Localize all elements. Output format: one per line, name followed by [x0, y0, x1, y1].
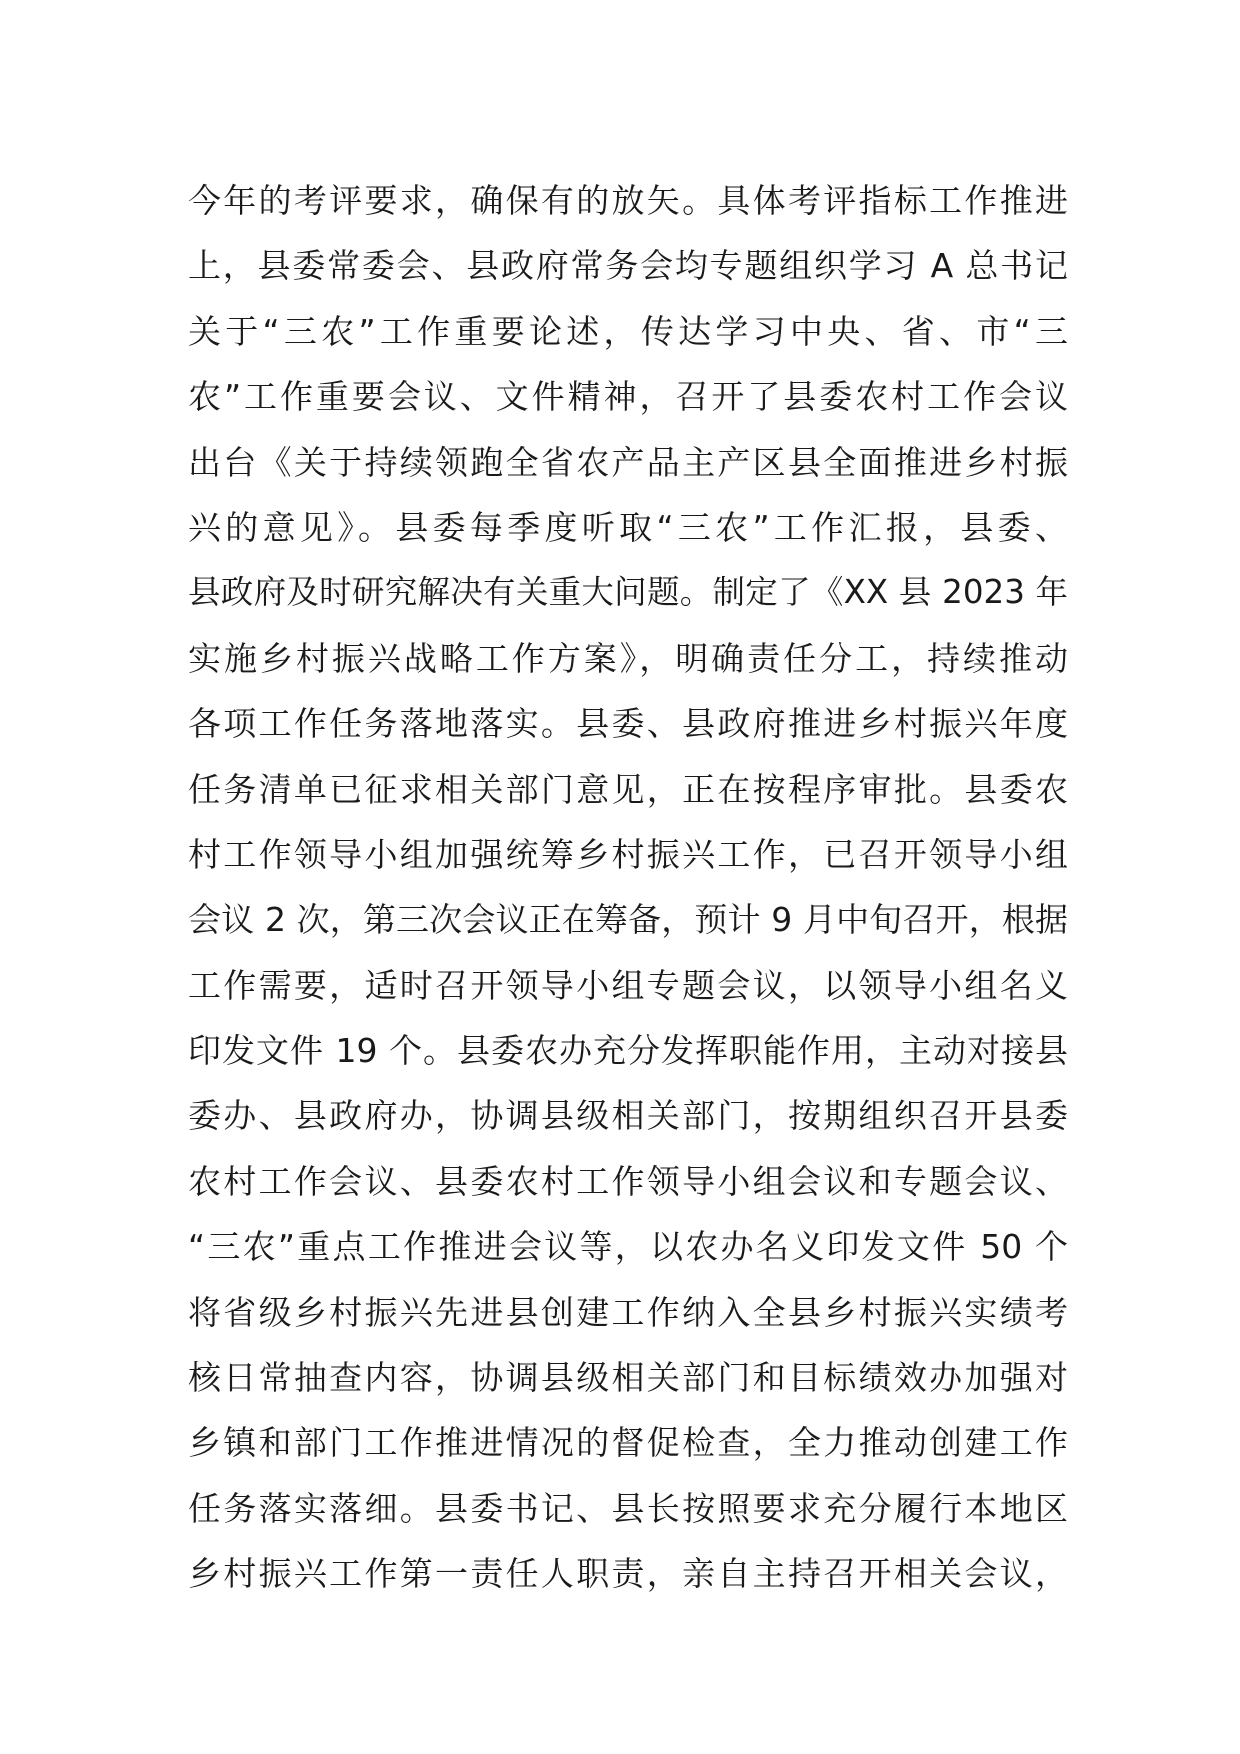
text-line: 兴的意见》。县委每季度听取“三农”工作汇报，县委、 [188, 507, 1068, 547]
text-line: 农”工作重要会议、文件精神，召开了县委农村工作会议 [188, 377, 1068, 417]
text-line: 将省级乡村振兴先进县创建工作纳入全县乡村振兴实绩考 [188, 1292, 1068, 1332]
text-line: 乡村振兴工作第一责任人职责，亲自主持召开相关会议， [188, 1554, 1068, 1594]
text-line: 印发文件 19 个。县委农办充分发挥职能作用，主动对接县 [188, 1031, 1068, 1071]
text-line: 会议 2 次，第三次会议正在筹备，预计 9 月中旬召开，根据 [188, 900, 1068, 940]
text-line: 出台《关于持续领跑全省农产品主产区县全面推进乡村振 [188, 442, 1068, 482]
text-line: 农村工作会议、县委农村工作领导小组会议和专题会议、 [188, 1161, 1068, 1201]
body-text [188, 168, 1068, 1607]
text-line: “三农”重点工作推进会议等，以农办名义印发文件 50 个 [188, 1227, 1068, 1267]
text-line: 委办、县政府办，协调县级相关部门，按期组织召开县委 [188, 1096, 1068, 1136]
text-line: 核日常抽查内容，协调县级相关部门和目标绩效办加强对 [188, 1358, 1068, 1398]
text-line: 今年的考评要求，确保有的放矢。具体考评指标工作推进 [188, 181, 1068, 220]
text-line: 县政府及时研究解决有关重大问题。制定了《XX 县 2023 年 [188, 573, 1068, 612]
text-line: 实施乡村振兴战略工作方案》，明确责任分工，持续推动 [188, 638, 1068, 678]
text-line: 任务落实落细。县委书记、县长按照要求充分履行本地区 [188, 1488, 1068, 1528]
text-line: 各项工作任务落地落实。县委、县政府推进乡村振兴年度 [188, 704, 1068, 744]
text-line: 工作需要，适时召开领导小组专题会议，以领导小组名义 [188, 965, 1068, 1005]
text-line: 村工作领导小组加强统筹乡村振兴工作，已召开领导小组 [188, 834, 1068, 874]
text-line: 任务清单已征求相关部门意见，正在按程序审批。县委农 [188, 769, 1068, 809]
text-line: 乡镇和部门工作推进情况的督促检查，全力推动创建工作 [188, 1423, 1068, 1463]
text-line: 上，县委常委会、县政府常务会均专题组织学习 A 总书记 [188, 246, 1068, 286]
text-line: 关于“三农”工作重要论述，传达学习中央、省、市“三 [188, 311, 1068, 351]
